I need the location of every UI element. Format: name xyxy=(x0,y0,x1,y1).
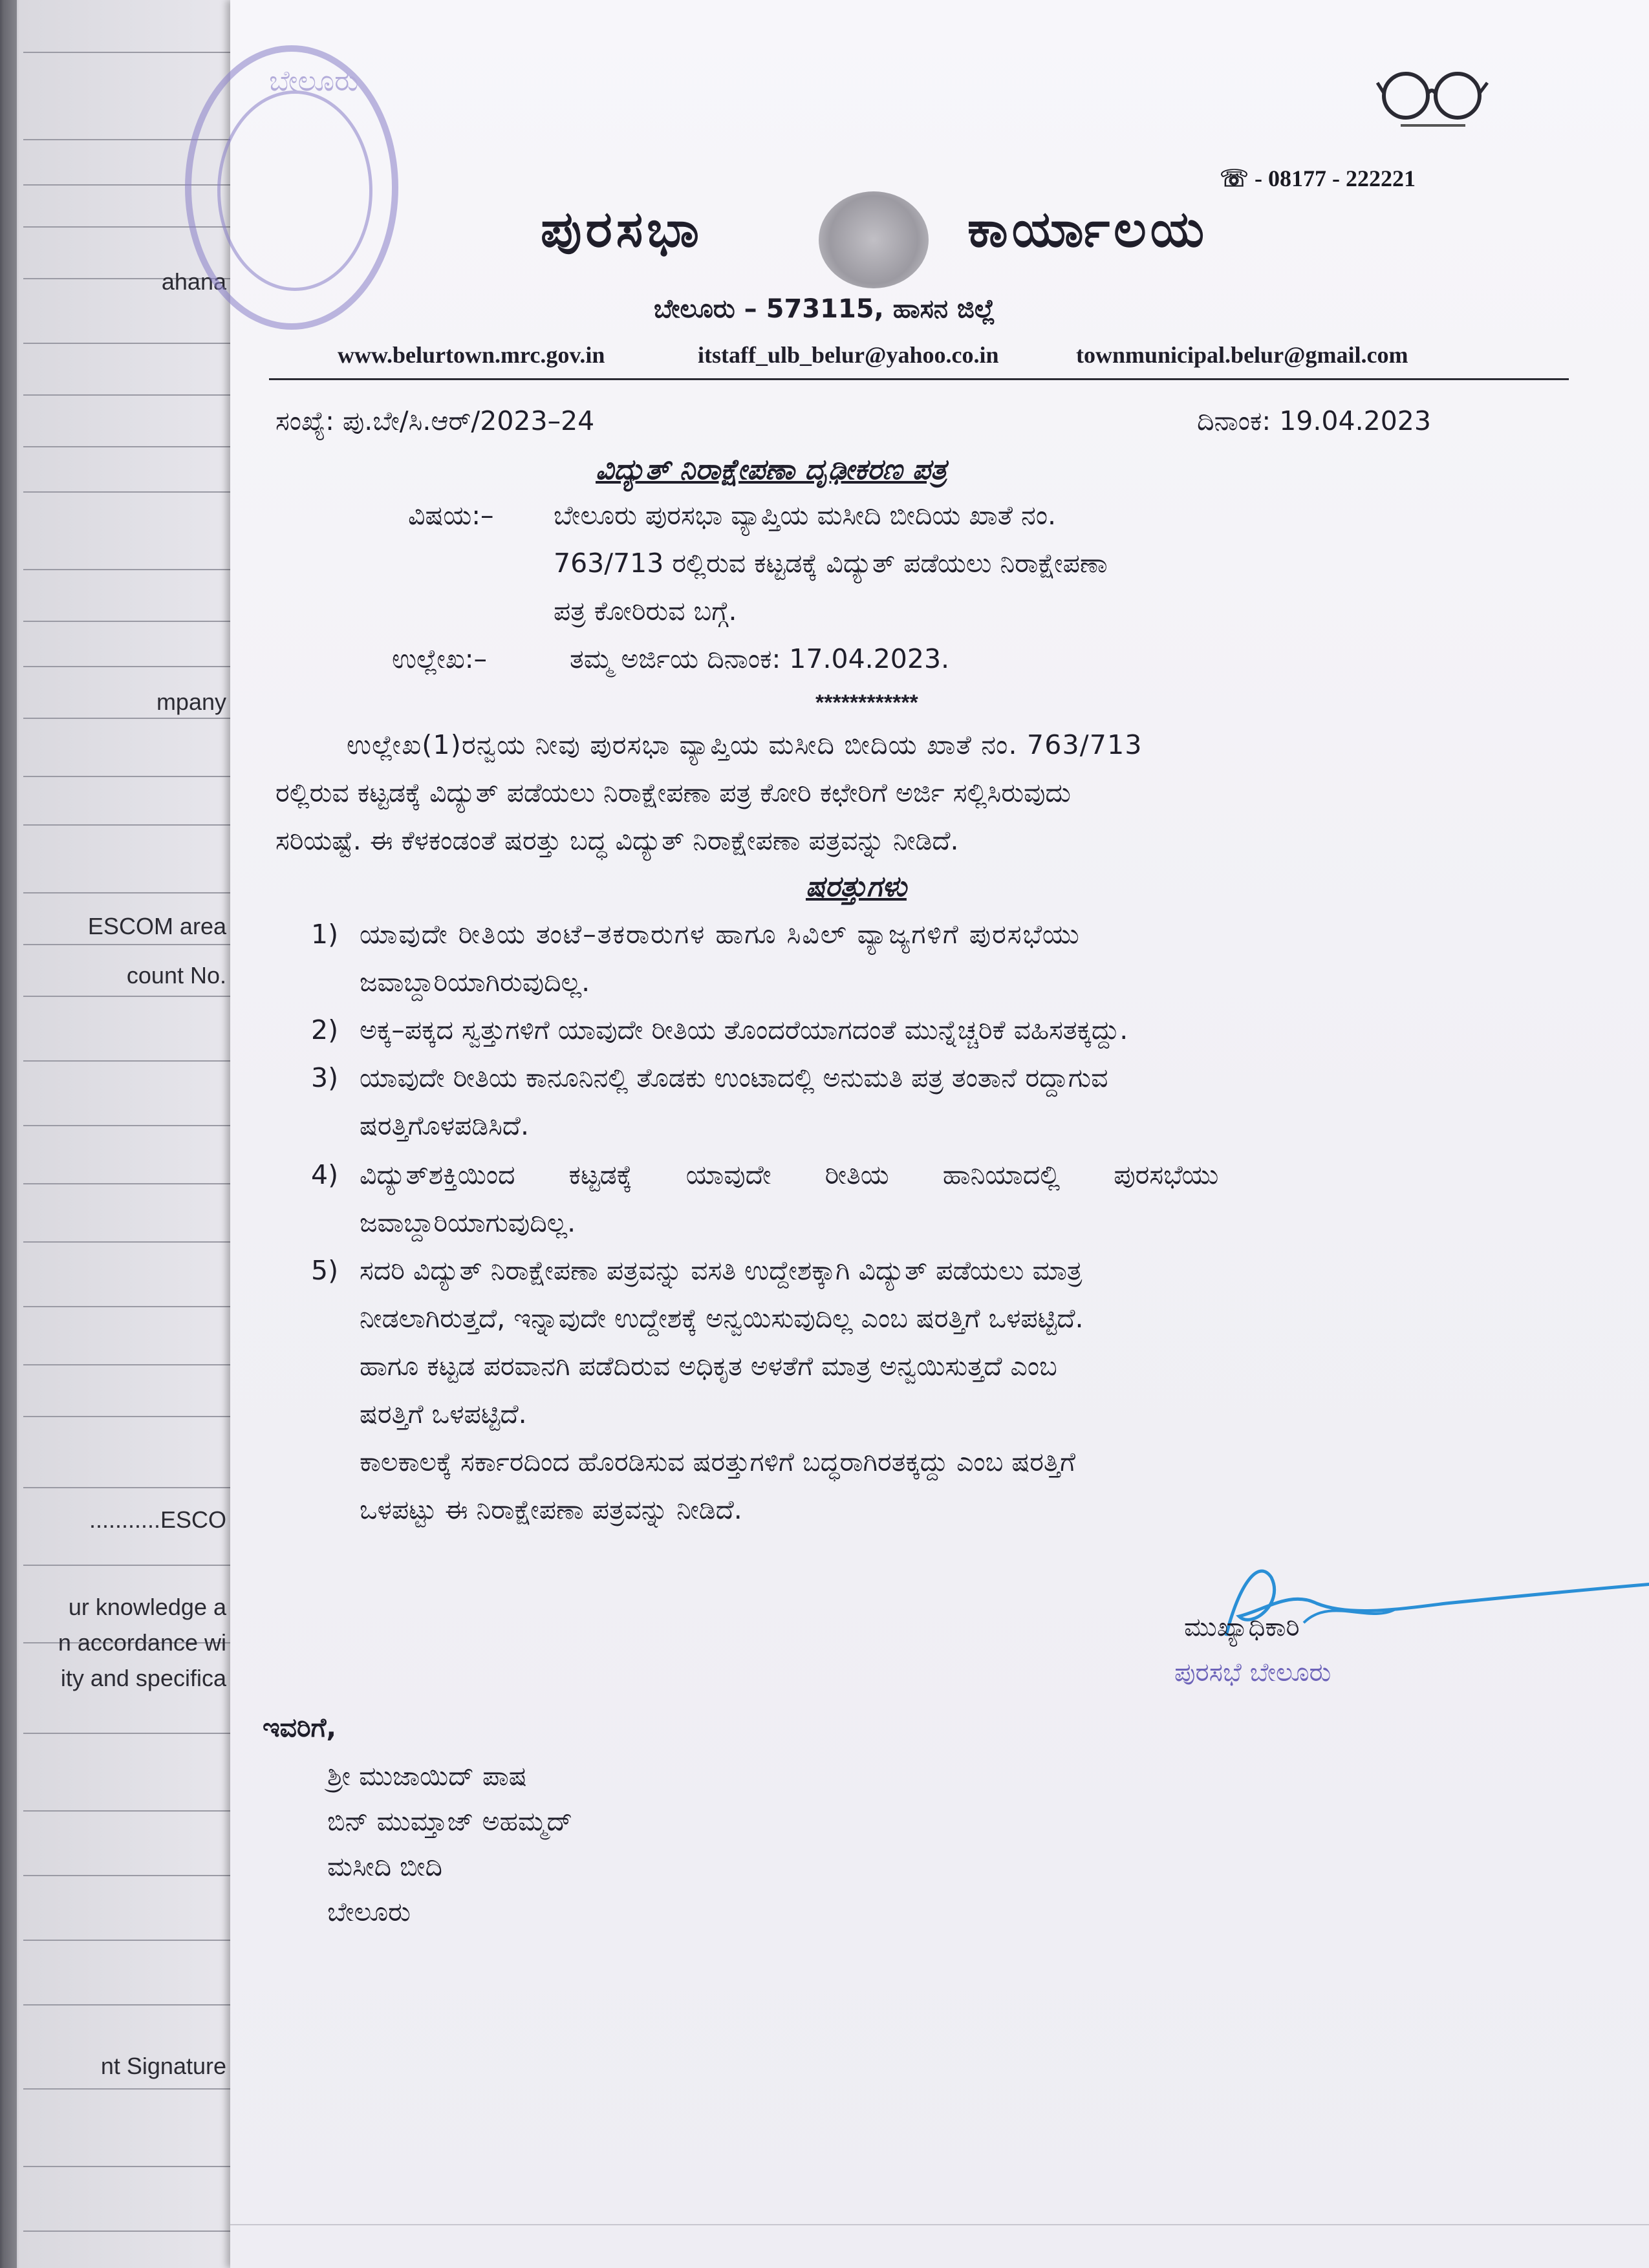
condition-line: ಯಾವುದೇ ರೀತಿಯ ತಂಟೆ–ತಕರಾರುಗಳ ಹಾಗೂ ಸಿವಿಲ್ ವ್ಯಾಜ್ಯಗಳಿಗೆ ಪುರಸಭೆಯು xyxy=(360,919,1081,950)
condition-line: ಸದರಿ ವಿದ್ಯುತ್ ನಿರಾಕ್ಷೇಪಣಾ ಪತ್ರವನ್ನು ವಸತಿ ಉದ್ದೇಶಕ್ಕಾಗಿ ವಿದ್ಯುತ್ ಪಡೆಯಲು ಮಾತ್ರ xyxy=(360,1255,1083,1286)
reference-text: ತಮ್ಮ ಅರ್ಜಿಯ ದಿನಾಂಕ: 17.04.2023. xyxy=(570,643,950,674)
form-rule xyxy=(23,343,230,344)
closing-line: ಒಳಪಟ್ಟು ಈ ನಿರಾಕ್ಷೇಪಣಾ ಪತ್ರವನ್ನು ನೀಡಿದೆ. xyxy=(360,1494,742,1525)
form-text-fragment: ur knowledge a xyxy=(68,1594,226,1620)
letter-heading: ವಿದ್ಯುತ್ ನಿರಾಕ್ಷೇಪಣಾ ದೃಢೀಕರಣ ಪತ್ರ xyxy=(596,453,947,486)
condition-number: 4) xyxy=(311,1159,339,1190)
sheet-edge-shadow xyxy=(0,0,17,2268)
condition-line: ಜವಾಬ್ದಾರಿಯಾಗುವುದಿಲ್ಲ. xyxy=(360,1207,576,1238)
body-paragraph-line: ರಲ್ಲಿರುವ ಕಟ್ಟಡಕ್ಕೆ ವಿದ್ಯುತ್ ಪಡೆಯಲು ನಿರಾಕ್ಷೇಪಣಾ ಪತ್ರ ಕೋರಿ ಕಛೇರಿಗೆ ಅರ್ಜಿ ಸಲ್ಲಿಸಿರುವುದು xyxy=(275,777,1071,808)
condition-line: ಯಾವುದೇ ರೀತಿಯ ಕಾನೂನಿನಲ್ಲಿ ತೊಡಕು ಉಂಟಾದಲ್ಲಿ ಅನುಮತಿ ಪತ್ರ ತಂತಾನೆ ರದ್ದಾಗುವ xyxy=(360,1062,1108,1093)
swachh-bharat-logo xyxy=(1375,65,1491,136)
form-rule xyxy=(23,1241,230,1243)
email-link-1[interactable]: itstaff_ulb_belur@yahoo.co.in xyxy=(698,342,999,368)
seal-text: ಬೇಲೂರು xyxy=(269,65,359,98)
form-rule xyxy=(23,1565,230,1566)
form-rule xyxy=(23,2231,230,2232)
signatory-office-stamp: ಪುರಸಭೆ ಬೇಲೂರು xyxy=(1174,1658,1331,1687)
form-text-fragment: n accordance wi xyxy=(58,1629,226,1656)
signatory-title: ಮುಖ್ಯಾಧಿಕಾರಿ xyxy=(1184,1612,1300,1642)
form-rule xyxy=(23,621,230,622)
subject-line: ಬೇಲೂರು ಪುರಸಭಾ ವ್ಯಾಪ್ತಿಯ ಮಸೀದಿ ಬೀದಿಯ ಖಾತೆ ನಂ. xyxy=(554,500,1057,531)
subject-line: 763/713 ರಲ್ಲಿರುವ ಕಟ್ಟಡಕ್ಕೆ ವಿದ್ಯುತ್ ಪಡೆಯಲು ನಿರಾಕ್ಷೇಪಣಾ xyxy=(554,548,1108,579)
form-rule xyxy=(23,1306,230,1307)
form-rule xyxy=(23,1733,230,1734)
form-text-fragment: count No. xyxy=(126,962,226,989)
form-rule xyxy=(23,394,230,396)
condition-number: 5) xyxy=(311,1255,339,1286)
form-text-fragment: mpany xyxy=(156,689,226,715)
page-fold-line xyxy=(230,2224,1649,2225)
condition-number: 3) xyxy=(311,1062,339,1093)
condition-line: ಹಾಗೂ ಕಟ್ಟಡ ಪರವಾನಗಿ ಪಡೆದಿರುವ ಅಧಿಕೃತ ಅಳತೆಗೆ ಮಾತ್ರ ಅನ್ವಯಿಸುತ್ತದೆ ಎಂಬ xyxy=(360,1351,1057,1382)
body-paragraph-line: ಉಲ್ಲೇಖ(1)ರನ್ವಯ ನೀವು ಪುರಸಭಾ ವ್ಯಾಪ್ತಿಯ ಮಸೀದಿ ಬೀದಿಯ ಖಾತೆ ನಂ. 763/713 xyxy=(347,729,1143,760)
form-rule xyxy=(23,2166,230,2167)
condition-line: ವಿದ್ಯುತ್‌ಶಕ್ತಿಯಿಂದ ಕಟ್ಟಡಕ್ಕೆ ಯಾವುದೇ ರೀತಿಯ ಹಾನಿಯಾದಲ್ಲಿ ಪುರಸಭೆಯು xyxy=(360,1159,1219,1190)
form-text-fragment: ity and specifica xyxy=(60,1665,226,1691)
closing-line: ಕಾಲಕಾಲಕ್ಕೆ ಸರ್ಕಾರದಿಂದ ಹೊರಡಿಸುವ ಷರತ್ತುಗಳಿಗೆ ಬದ್ಧರಾಗಿರತಕ್ಕದ್ದು ಎಂಬ ಷರತ್ತಿಗೆ xyxy=(360,1446,1075,1477)
office-address: ಬೇಲೂರು – 573115, ಹಾಸನ ಜಿಲ್ಲೆ xyxy=(654,294,996,324)
condition-line: ಷರತ್ತಿಗೆ ಒಳಪಟ್ಟಿದೆ. xyxy=(360,1398,527,1429)
condition-number: 1) xyxy=(311,919,339,950)
form-rule xyxy=(23,1875,230,1876)
form-rule xyxy=(23,2004,230,2006)
website-link[interactable]: www.belurtown.mrc.gov.in xyxy=(338,342,605,368)
body-paragraph-line: ಸರಿಯಷ್ಟೆ. ಈ ಕೆಳಕಂಡಂತೆ ಷರತ್ತು ಬದ್ಧ ವಿದ್ಯುತ್ ನಿರಾಕ್ಷೇಪಣಾ ಪತ್ರವನ್ನು ನೀಡಿದೆ. xyxy=(275,825,959,856)
office-title-left: ಪುರಸಭಾ xyxy=(541,200,703,259)
condition-number: 2) xyxy=(311,1014,339,1045)
municipal-emblem xyxy=(819,191,929,288)
form-rule xyxy=(23,776,230,777)
office-title-right: ಕಾರ್ಯಾಲಯ xyxy=(967,200,1209,259)
underlying-form-sheet xyxy=(0,0,230,2268)
condition-line: ಜವಾಬ್ದಾರಿಯಾಗಿರುವುದಿಲ್ಲ. xyxy=(360,967,590,998)
recipient-town: ಬೇಲೂರು xyxy=(327,1896,411,1927)
condition-line: ಅಕ್ಕ–ಪಕ್ಕದ ಸ್ವತ್ತುಗಳಿಗೆ ಯಾವುದೇ ರೀತಿಯ ತೊಂದರೆಯಾಗದಂತೆ ಮುನ್ನೆಚ್ಚರಿಕೆ ವಹಿಸತಕ್ಕದ್ದು. xyxy=(360,1014,1128,1045)
seal-inner-ring xyxy=(217,91,372,291)
form-rule xyxy=(23,1060,230,1062)
form-rule xyxy=(23,718,230,719)
recipient-label: ಇವರಿಗೆ, xyxy=(263,1712,337,1743)
subject-label: ವಿಷಯ:– xyxy=(408,500,494,531)
condition-line: ಷರತ್ತಿಗೊಳಪಡಿಸಿದೆ. xyxy=(360,1110,530,1141)
conditions-heading: ಷರತ್ತುಗಳು xyxy=(806,870,907,903)
letter-date: ದಿನಾಂಕ: 19.04.2023 xyxy=(1197,405,1431,436)
phone-number: ☏ - 08177 - 222221 xyxy=(1220,166,1416,191)
office-seal-stamp xyxy=(185,45,398,330)
reference-number: ಸಂಖ್ಯೆ: ಪು.ಬೇ/ಸಿ.ಆರ್/2023–24 xyxy=(275,405,595,436)
form-rule xyxy=(23,1416,230,1417)
recipient-name: ಶ್ರೀ ಮುಜಾಯಿದ್ ಪಾಷ xyxy=(327,1760,527,1792)
form-rule xyxy=(23,996,230,997)
recipient-street: ಮಸೀದಿ ಬೀದಿ xyxy=(327,1851,442,1882)
form-rule xyxy=(23,666,230,667)
condition-line: ನೀಡಲಾಗಿರುತ್ತದೆ, ಇನ್ನಾವುದೇ ಉದ್ದೇಶಕ್ಕೆ ಅನ್ವಯಿಸುವುದಿಲ್ಲ ಎಂಬ ಷರತ್ತಿಗೆ ಒಳಪಟ್ಟಿದೆ. xyxy=(360,1303,1084,1334)
form-rule xyxy=(23,1810,230,1812)
form-rule xyxy=(23,1125,230,1126)
form-rule xyxy=(23,446,230,447)
form-text-fragment: ...........ESCO xyxy=(89,1506,226,1533)
form-rule xyxy=(23,569,230,570)
reference-label: ಉಲ್ಲೇಖ:– xyxy=(392,643,488,674)
form-text-fragment: ahana xyxy=(161,268,226,295)
form-rule xyxy=(23,944,230,945)
letter-sheet xyxy=(230,0,1649,2268)
form-rule xyxy=(23,491,230,493)
subject-line: ಪತ್ರ ಕೋರಿರುವ ಬಗ್ಗೆ. xyxy=(554,595,737,626)
email-link-2[interactable]: townmunicipal.belur@gmail.com xyxy=(1076,342,1408,368)
form-rule xyxy=(23,1940,230,1941)
form-rule xyxy=(23,1487,230,1488)
form-rule xyxy=(23,52,230,53)
separator-stars: ************ xyxy=(815,690,918,715)
form-text-fragment: nt Signature xyxy=(100,2053,226,2079)
form-text-fragment: ESCOM area xyxy=(87,913,226,939)
form-rule xyxy=(23,892,230,893)
recipient-father: ಬಿನ್ ಮುಮ್ತಾಜ್ ಅಹಮ್ಮದ್ xyxy=(327,1806,573,1837)
letterhead-divider xyxy=(269,378,1569,380)
form-rule xyxy=(23,1364,230,1365)
form-rule xyxy=(23,2088,230,2090)
form-rule xyxy=(23,1183,230,1184)
form-rule xyxy=(23,824,230,826)
